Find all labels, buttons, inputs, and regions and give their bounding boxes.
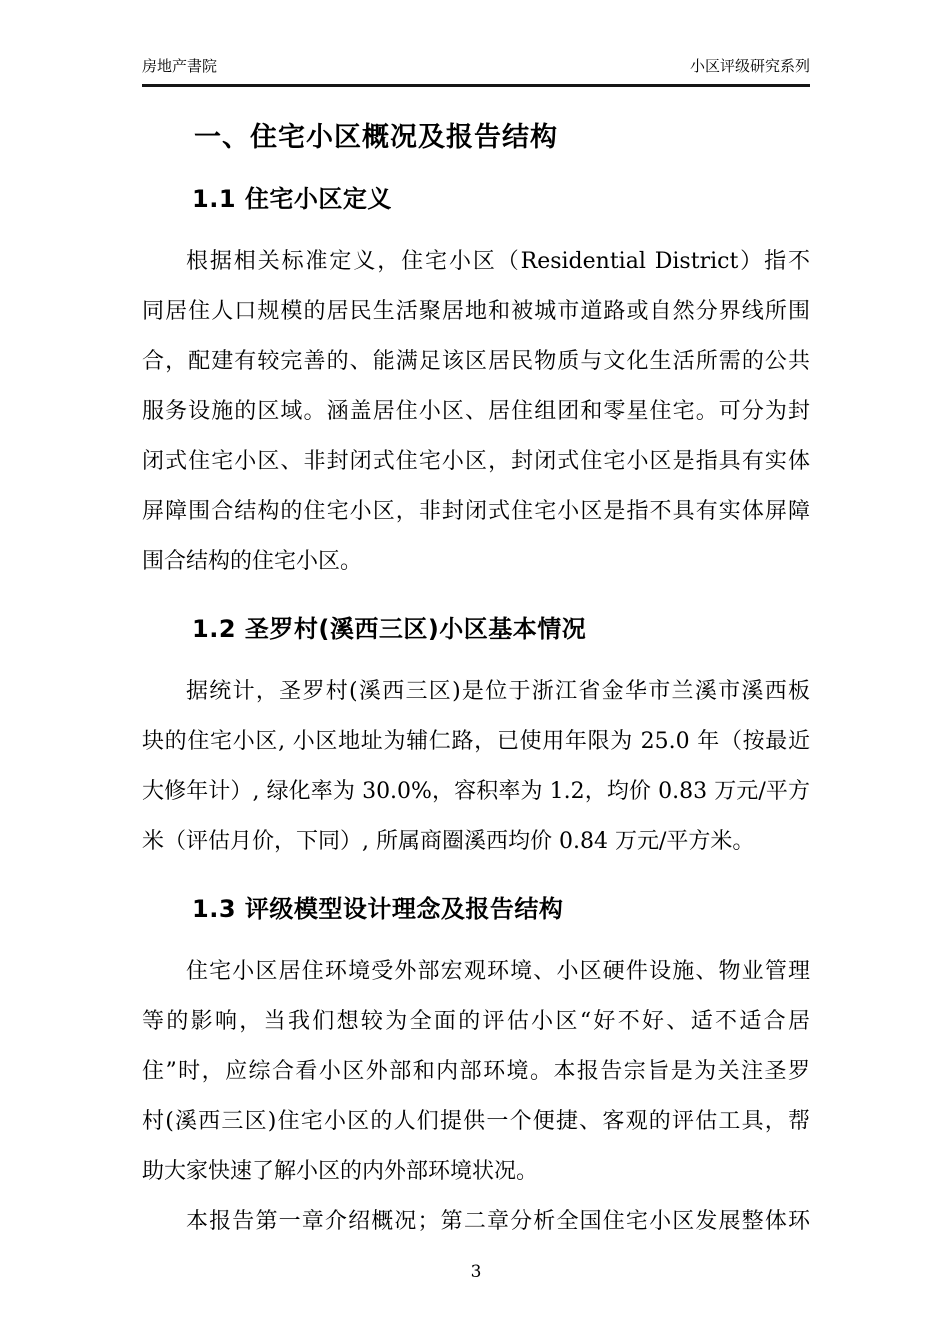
paragraph-line: 屏障围合结构的住宅小区，非封闭式住宅小区是指不具有实体屏障 [142,499,810,524]
paragraph [142,237,810,587]
paragraph-line: 围合结构的住宅小区。 [142,549,363,574]
page-number: 3 [470,1262,482,1282]
page-header [142,56,810,87]
paragraph-line: 同居住人口规模的居民生活聚居地和被城市道路或自然分界线所围 [142,299,810,324]
section-heading: 1.3 评级模型设计理念及报告结构 [192,895,564,923]
paragraph-line: 助大家快速了解小区的内外部环境状况。 [142,1159,539,1184]
paragraph [142,1197,810,1247]
paragraph [142,667,810,867]
page-footer [142,1261,810,1283]
chapter-title: 一、住宅小区概况及报告结构 [194,122,558,153]
paragraph-line: 等的影响，当我们想较为全面的评估小区“好不好、适不适合居 [142,1009,810,1034]
header-left-text: 房地产書院 [142,57,218,75]
sections-container [142,181,810,1247]
paragraph-line: 块的住宅小区, 小区地址为辅仁路，已使用年限为 25.0 年（按最近 [142,729,810,754]
paragraph-line: 住”时，应综合看小区外部和内部环境。本报告宗旨是为关注圣罗 [142,1059,810,1084]
paragraph-line: 合，配建有较完善的、能满足该区居民物质与文化生活所需的公共 [142,349,810,374]
paragraph-line: 住宅小区居住环境受外部宏观环境、小区硬件设施、物业管理 [186,959,810,984]
header-right-text: 小区评级研究系列 [689,57,810,75]
paragraph-line: 根据相关标准定义，住宅小区（Residential District）指不 [186,249,810,274]
paragraph-line: 村(溪西三区)住宅小区的人们提供一个便捷、客观的评估工具，帮 [142,1109,810,1134]
paragraph-line: 本报告第一章介绍概况；第二章分析全国住宅小区发展整体环 [186,1209,810,1234]
section-heading: 1.1 住宅小区定义 [192,185,392,213]
paragraph [142,947,810,1197]
paragraph-line: 闭式住宅小区、非封闭式住宅小区，封闭式住宅小区是指具有实体 [142,449,810,474]
paragraph-line: 米（评估月价，下同）, 所属商圈溪西均价 0.84 万元/平方米。 [142,829,755,854]
paragraph-line: 据统计，圣罗村(溪西三区)是位于浙江省金华市兰溪市溪西板 [186,679,810,704]
paragraph-line: 服务设施的区域。涵盖居住小区、居住组团和零星住宅。可分为封 [142,399,810,424]
paragraph-line: 大修年计）, 绿化率为 30.0%，容积率为 1.2，均价 0.83 万元/平方 [142,779,810,804]
section-heading: 1.2 圣罗村(溪西三区)小区基本情况 [192,615,587,643]
